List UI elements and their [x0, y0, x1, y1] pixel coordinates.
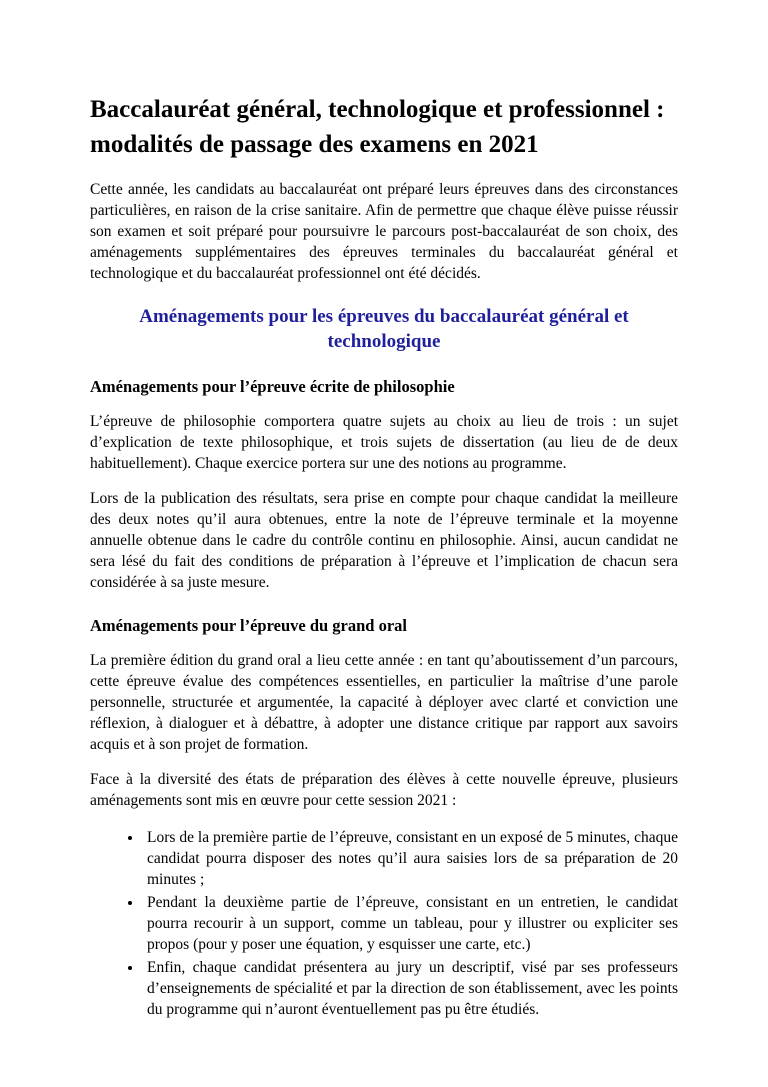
session-bullet-list [90, 827, 678, 1020]
philosophy-subheading: Aménagements pour l’épreuve écrite de philosophie [90, 377, 455, 396]
grand-oral-subheading: Aménagements pour l’épreuve du grand oral [90, 616, 408, 635]
grand-oral-paragraph-1: La première édition du grand oral a lieu cette année : en tant qu’aboutissement d’un parcours, cette épreuve évalue des compétences essentielles, en particulier la maîtrise d’une parole personnelle, structurée et argumentée, la capacité à déployer avec clarté et conviction une réflexion, à dialoguer et à débattre, à adopter une distance critique par rapport aux savoirs acquis et à son projet de formation. [90, 652, 678, 753]
bullet-item: • Enfin, chaque candidat présentera au jury un descriptif, visé par ses professeurs d’enseignements de spécialité et par la direction de son établissement, avec les points du programme qui n’auront éventuellement pas pu être étudiés. [143, 957, 678, 1020]
philosophy-paragraph-2: Lors de la publication des résultats, sera prise en compte pour chaque candidat la meilleure des deux notes qu’il aura obtenues, entre la note de l’épreuve terminale et la moyenne annuelle obtenue dans le cadre du contrôle continu en philosophie. Ainsi, aucun candidat ne sera lésé du fait des conditions de préparation à l’épreuve et l’implication de chacun sera considérée à sa juste mesure. [90, 490, 678, 591]
bullet-item: • Pendant la deuxième partie de l’épreuve, consistant en un entretien, le candidat pourra recourir à un support, comme un tableau, pour y illustrer ou expliciter ses propos (pour y poser une équation, y esquisser une carte, etc.) [143, 892, 678, 955]
document-title: Baccalauréat général, technologique et professionnel : modalités de passage des examens en 2021 [90, 96, 665, 158]
intro-paragraph: Cette année, les candidats au baccalauréat ont préparé leurs épreuves dans des circonstances particulières, en raison de la crise sanitaire. Afin de permettre que chaque élève puisse réussir son examen et soit préparé pour poursuivre le parcours post-baccalauréat de son choix, des aménagements supplémentaires des épreuves terminales du baccalauréat général et technologique et du baccalauréat professionnel ont été décidés. [90, 181, 678, 282]
bullet-item: • Lors de la première partie de l’épreuve, consistant en un exposé de 5 minutes, chaque candidat pourra disposer des notes qu’il aura saisies lors de sa préparation de 20 minutes ; [143, 827, 678, 890]
main-section-heading: Aménagements pour les épreuves du baccalauréat général et technologique [139, 306, 629, 352]
philosophy-paragraph-1: L’épreuve de philosophie comportera quatre sujets au choix au lieu de trois : un sujet d’explication de texte philosophique, et trois sujets de dissertation (au lieu de de deux habituellement). Chaque exercice portera sur une des notions au programme. [90, 413, 678, 472]
grand-oral-paragraph-2: Face à la diversité des états de préparation des élèves à cette nouvelle épreuve, plusieurs aménagements sont mis en œuvre pour cette session 2021 : [90, 771, 678, 809]
